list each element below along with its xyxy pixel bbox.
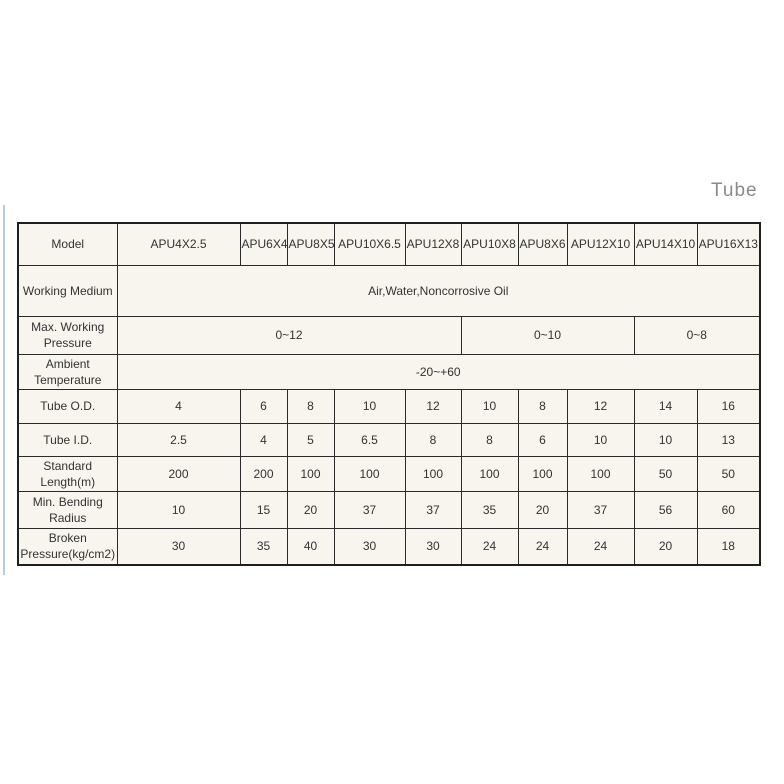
row-label-ambient-temperature: Ambient Temperature (18, 354, 117, 389)
table-cell: 13 (697, 423, 760, 456)
table-cell: 37 (567, 491, 634, 528)
table-cell: 40 (287, 528, 334, 565)
column-header: APU6X4 (240, 223, 287, 265)
table-cell: 50 (697, 456, 760, 491)
table-cell: 20 (287, 491, 334, 528)
row-min-bending-radius (18, 491, 760, 528)
row-max-working-pressure (18, 316, 760, 354)
column-header: APU12X10 (567, 223, 634, 265)
table-cell: 5 (287, 423, 334, 456)
column-header: APU16X13 (697, 223, 760, 265)
table-cell: 8 (518, 389, 567, 423)
row-label-max-working-pressure: Max. Working Pressure (18, 316, 117, 354)
spec-table (17, 222, 761, 566)
table-cell: 24 (518, 528, 567, 565)
table-cell: 10 (567, 423, 634, 456)
column-header: APU10X6.5 (334, 223, 405, 265)
table-cell: 24 (461, 528, 518, 565)
column-header: APU8X6 (518, 223, 567, 265)
table-cell: 37 (405, 491, 461, 528)
table-cell: 100 (461, 456, 518, 491)
row-broken-pressure (18, 528, 760, 565)
table-cell: 30 (334, 528, 405, 565)
table-cell: 4 (240, 423, 287, 456)
panel-left-accent-bar (3, 205, 5, 575)
merged-cell-pressure-range: 0~12 (117, 316, 461, 354)
column-header: APU8X5 (287, 223, 334, 265)
row-tube-id (18, 423, 760, 456)
table-cell: 4 (117, 389, 240, 423)
row-label-tube-id: Tube I.D. (18, 423, 117, 456)
merged-cell-pressure-range: 0~8 (634, 316, 760, 354)
row-label-tube-od: Tube O.D. (18, 389, 117, 423)
table-cell: 10 (634, 423, 697, 456)
table-cell: 60 (697, 491, 760, 528)
column-header: APU12X8 (405, 223, 461, 265)
table-cell: 200 (240, 456, 287, 491)
table-cell: 100 (287, 456, 334, 491)
table-cell: 100 (405, 456, 461, 491)
table-cell: 20 (518, 491, 567, 528)
row-label-broken-pressure: Broken Pressure(kg/cm2) (18, 528, 117, 565)
table-cell: 6.5 (334, 423, 405, 456)
column-header: APU14X10 (634, 223, 697, 265)
column-header: APU4X2.5 (117, 223, 240, 265)
table-cell: 24 (567, 528, 634, 565)
table-cell: 8 (461, 423, 518, 456)
table-cell: 200 (117, 456, 240, 491)
table-cell: 10 (461, 389, 518, 423)
merged-cell-ambient-temperature: -20~+60 (117, 354, 760, 389)
table-cell: 16 (697, 389, 760, 423)
column-header: APU10X8 (461, 223, 518, 265)
table-cell: 100 (518, 456, 567, 491)
table-cell: 12 (567, 389, 634, 423)
table-cell: 8 (405, 423, 461, 456)
table-cell: 100 (567, 456, 634, 491)
table-cell: 30 (117, 528, 240, 565)
table-cell: 30 (405, 528, 461, 565)
table-cell: 14 (634, 389, 697, 423)
row-standard-length (18, 456, 760, 491)
table-cell: 2.5 (117, 423, 240, 456)
row-model (18, 223, 760, 265)
table-cell: 18 (697, 528, 760, 565)
clipped-heading-text: Tube (711, 180, 758, 201)
row-working-medium (18, 265, 760, 316)
table-cell: 56 (634, 491, 697, 528)
row-label-standard-length: Standard Length(m) (18, 456, 117, 491)
clipped-heading (711, 180, 763, 204)
table-cell: 10 (117, 491, 240, 528)
table-cell: 37 (334, 491, 405, 528)
row-tube-od (18, 389, 760, 423)
table-cell: 100 (334, 456, 405, 491)
row-label-model: Model (18, 223, 117, 265)
table-cell: 8 (287, 389, 334, 423)
table-cell: 10 (334, 389, 405, 423)
row-ambient-temperature (18, 354, 760, 389)
table-cell: 20 (634, 528, 697, 565)
table-cell: 35 (240, 528, 287, 565)
table-cell: 12 (405, 389, 461, 423)
table-cell: 6 (518, 423, 567, 456)
table-cell: 6 (240, 389, 287, 423)
merged-cell-pressure-range: 0~10 (461, 316, 634, 354)
row-label-min-bending-radius: Min. Bending Radius (18, 491, 117, 528)
row-label-working-medium: Working Medium (18, 265, 117, 316)
table-cell: 35 (461, 491, 518, 528)
table-cell: 50 (634, 456, 697, 491)
merged-cell-working-medium: Air,Water,Noncorrosive Oil (117, 265, 760, 316)
table-cell: 15 (240, 491, 287, 528)
